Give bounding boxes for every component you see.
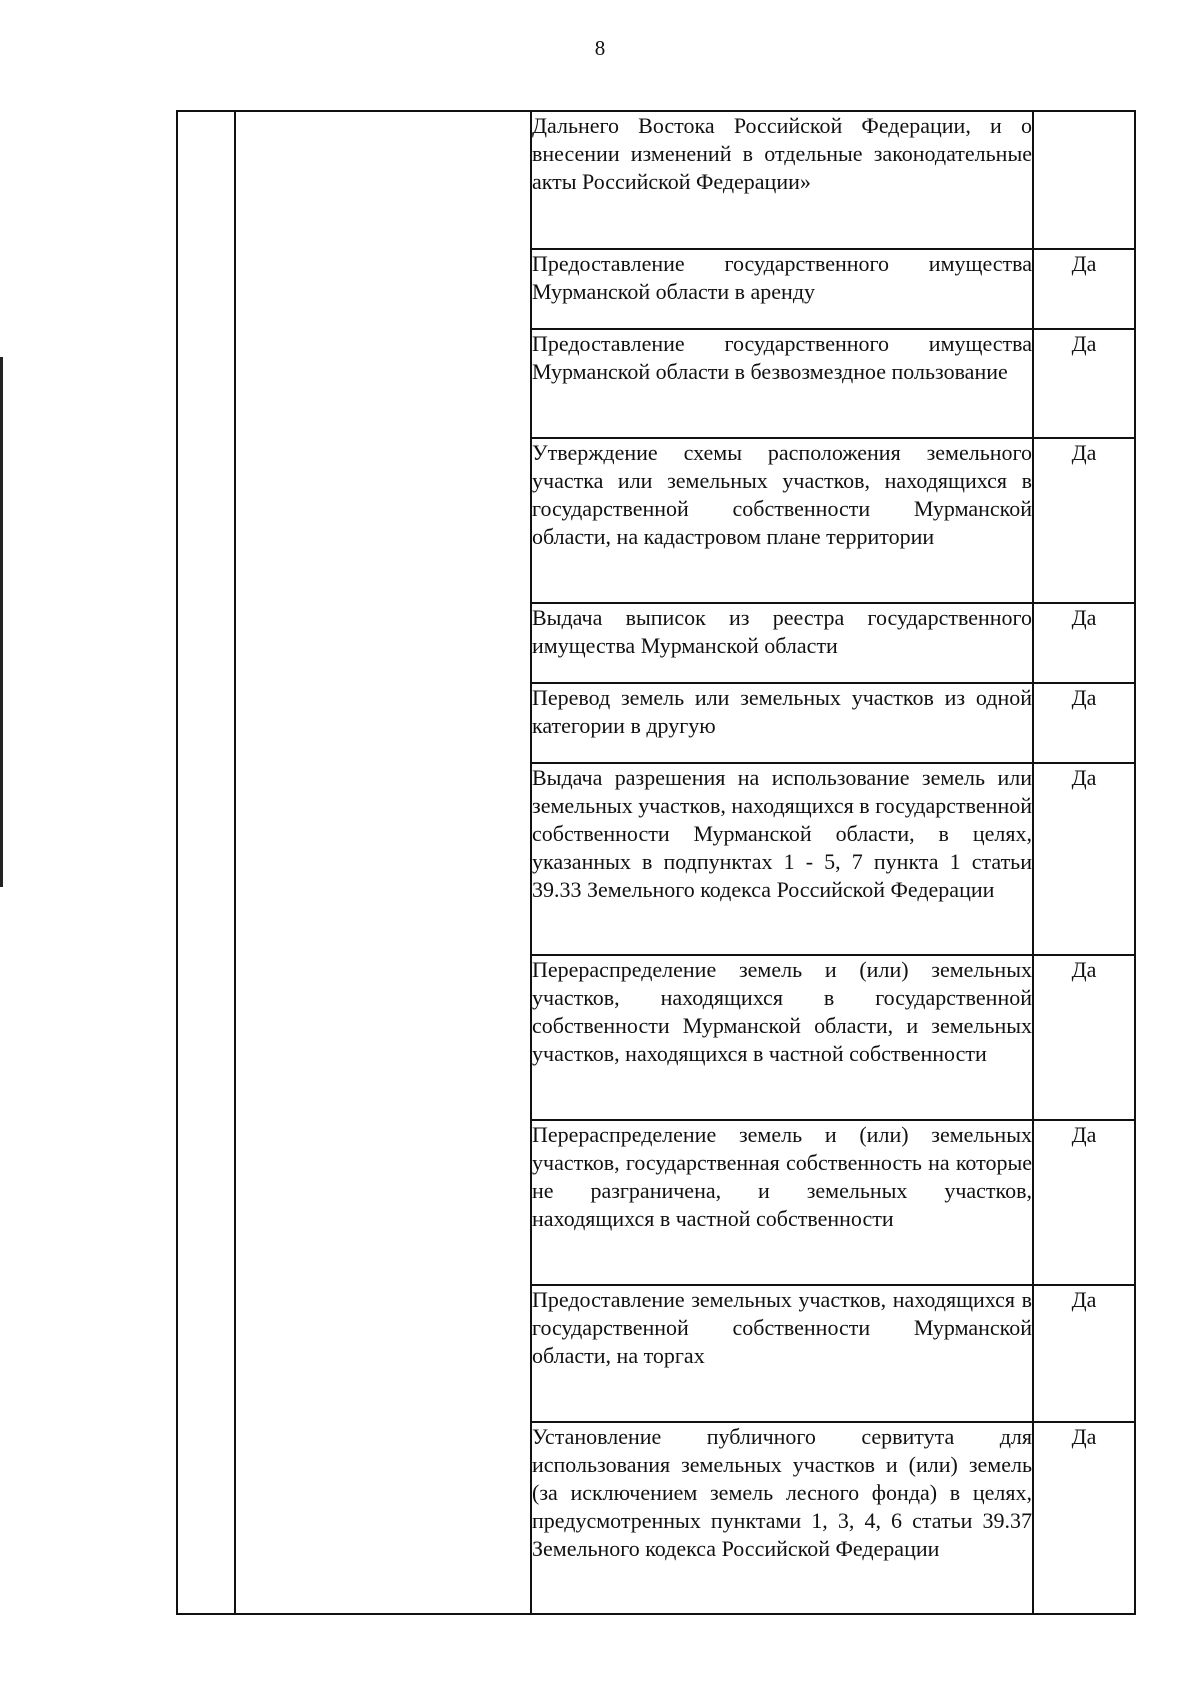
- answer-cell: Да: [1033, 329, 1135, 438]
- service-name-cell: Предоставление государственного имущества Мурманской области в аренду: [531, 249, 1033, 329]
- authority-column-cell: [235, 111, 531, 1614]
- services-table-body: [177, 111, 1135, 1614]
- service-name-cell: Предоставление государственного имущества Мурманской области в безвозмездное пользование: [531, 329, 1033, 438]
- answer-cell: Да: [1033, 438, 1135, 603]
- scan-edge-mark: [0, 357, 3, 887]
- service-name-cell: Перераспределение земель и (или) земельных участков, государственная собственность на которые не разграничена, и земельных участков, находящихся в частной собственности: [531, 1120, 1033, 1285]
- service-name-cell: Перераспределение земель и (или) земельных участков, находящихся в государственной собственности Мурманской области, и земельных участков, находящихся в частной собственности: [531, 955, 1033, 1120]
- answer-cell: Да: [1033, 683, 1135, 763]
- answer-cell: Да: [1033, 603, 1135, 683]
- page-number: 8: [594, 36, 606, 60]
- service-name-cell: Утверждение схемы расположения земельного участка или земельных участков, находящихся в государственной собственности Мурманской области, на кадастровом плане территории: [531, 438, 1033, 603]
- number-column-cell: [177, 111, 235, 1614]
- answer-cell: [1033, 111, 1135, 249]
- table-row: [177, 111, 1135, 249]
- services-table: [176, 110, 1136, 1615]
- answer-cell: Да: [1033, 249, 1135, 329]
- service-name-cell: Выдача выписок из реестра государственного имущества Мурманской области: [531, 603, 1033, 683]
- service-name-cell: Выдача разрешения на использование земель или земельных участков, находящихся в государственной собственности Мурманской области, в целях, указанных в подпунктах 1 - 5, 7 пункта 1 статьи 39.33 Земельного кодекса Российской Федерации: [531, 763, 1033, 955]
- answer-cell: Да: [1033, 1120, 1135, 1285]
- service-name-cell: Установление публичного сервитута для использования земельных участков и (или) земель (за исключением земель лесного фонда) в целях, предусмотренных пунктами 1, 3, 4, 6 статьи 39.37 Земельного кодекса Российской Федерации: [531, 1422, 1033, 1614]
- service-name-cell: Предоставление земельных участков, находящихся в государственной собственности Мурманской области, на торгах: [531, 1285, 1033, 1422]
- service-name-cell: Перевод земель или земельных участков из одной категории в другую: [531, 683, 1033, 763]
- answer-cell: Да: [1033, 1422, 1135, 1614]
- service-name-cell: Дальнего Востока Российской Федерации, и о внесении изменений в отдельные законодательные акты Российской Федерации»: [531, 111, 1033, 249]
- answer-cell: Да: [1033, 955, 1135, 1120]
- answer-cell: Да: [1033, 1285, 1135, 1422]
- answer-cell: Да: [1033, 763, 1135, 955]
